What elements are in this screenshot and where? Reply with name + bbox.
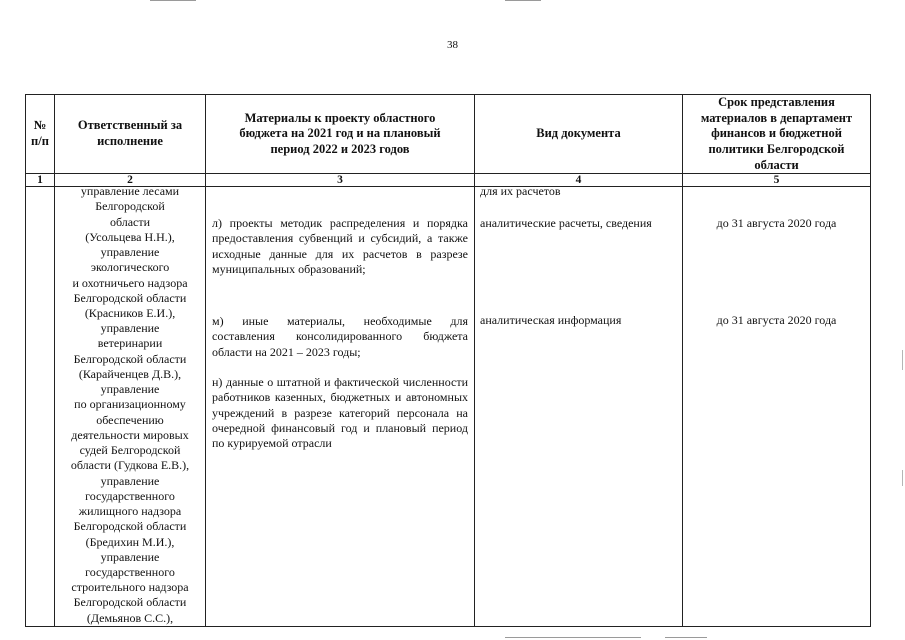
scan-mark-top-left bbox=[150, 0, 196, 1]
responsible-line: управление bbox=[100, 473, 160, 488]
header-deadline: Срок представления материалов в департамент финансов и бюджетной политики Белгородской области bbox=[683, 95, 871, 174]
header-doc-type: Вид документа bbox=[475, 95, 683, 174]
table-row bbox=[26, 187, 871, 627]
responsible-line: (Красников Е.И.), bbox=[84, 306, 176, 320]
responsible-line: (Усольцева Н.Н.), bbox=[85, 229, 175, 244]
responsible-line: обеспечению bbox=[96, 412, 164, 427]
scan-mark-bottom-right bbox=[665, 637, 707, 638]
responsible-line: Белгородской области bbox=[73, 595, 187, 610]
materials-item-n: н) данные о штатной и фактической численности работников казенных, бюджетных и автономных учреждений в разрезе категорий персонала на очередной финансовый год и плановый период по курируемой отрасли bbox=[212, 375, 468, 451]
row-num-cell bbox=[26, 187, 55, 627]
responsible-line: (Бредихин М.И.), bbox=[85, 534, 175, 549]
doc-type-item-m: аналитическая информация bbox=[480, 313, 622, 328]
responsible-line: ветеринарии bbox=[97, 336, 163, 351]
responsible-line: управление bbox=[100, 321, 160, 336]
budget-materials-table bbox=[25, 94, 871, 627]
column-number-4: 4 bbox=[475, 174, 683, 187]
column-number-2: 2 bbox=[55, 174, 206, 187]
responsible-line: судей Белгородской bbox=[79, 443, 181, 458]
responsible-line: области bbox=[109, 214, 151, 229]
column-number-3: 3 bbox=[206, 174, 475, 187]
table-header-row bbox=[26, 95, 871, 174]
header-num: № п/п bbox=[26, 95, 55, 174]
responsible-line: (Карайченцев Д.В.), bbox=[78, 366, 182, 381]
responsible-cell bbox=[55, 184, 206, 627]
scan-mark-right-edge-1 bbox=[902, 350, 903, 370]
responsible-line: и охотничьего надзора bbox=[72, 275, 188, 290]
deadline-item-l: до 31 августа 2020 года bbox=[716, 216, 837, 231]
responsible-line: экологического bbox=[90, 260, 170, 275]
responsible-line: Белгородской bbox=[95, 199, 165, 214]
responsible-line: Белгородской области bbox=[73, 290, 187, 305]
header-materials: Материалы к проекту областного бюджета на 2021 год и на плановый период 2022 и 2023 годов bbox=[206, 95, 475, 174]
scan-mark-top-right bbox=[505, 0, 541, 1]
column-number-5: 5 bbox=[683, 174, 871, 187]
materials-item-l: л) проекты методик распределения и порядка предоставления субвенций и субсидий, а также исходные данные для их расчетов в разрезе муниципальных образований; bbox=[212, 216, 468, 276]
responsible-line: области (Гудкова Е.В.), bbox=[70, 458, 190, 473]
responsible-line: (Демьянов С.С.), bbox=[86, 610, 174, 625]
doc-type-continuation: для их расчетов bbox=[480, 184, 561, 199]
responsible-line: управление bbox=[100, 245, 160, 260]
responsible-line: государственного bbox=[85, 488, 175, 503]
materials-cell bbox=[206, 187, 475, 627]
responsible-line: Белгородской области bbox=[73, 519, 187, 534]
deadline-cell bbox=[683, 187, 871, 627]
responsible-line: управление лесами bbox=[80, 184, 180, 199]
responsible-line: управление bbox=[100, 549, 160, 564]
responsible-line: деятельности мировых bbox=[71, 427, 189, 442]
materials-item-m: м) иные материалы, необходимые для составления консолидированного бюджета области на 2021 – 2023 годы; bbox=[212, 314, 468, 359]
column-number-1: 1 bbox=[26, 174, 55, 187]
doc-type-cell bbox=[475, 184, 683, 627]
responsible-line: государственного bbox=[85, 564, 175, 579]
responsible-line: жилищного надзора bbox=[78, 504, 182, 519]
header-responsible: Ответственный за исполнение bbox=[55, 95, 206, 174]
scan-mark-bottom-left bbox=[505, 637, 641, 638]
scan-mark-right-edge-2 bbox=[902, 470, 903, 486]
doc-type-item-l: аналитические расчеты, сведения bbox=[480, 216, 652, 231]
page-number: 38 bbox=[447, 39, 458, 51]
responsible-line: Белгородской области bbox=[73, 351, 187, 366]
responsible-line: по организационному bbox=[74, 397, 186, 412]
deadline-item-m: до 31 августа 2020 года bbox=[716, 313, 837, 328]
responsible-list bbox=[57, 184, 203, 626]
responsible-line: строительного надзора bbox=[71, 580, 189, 595]
responsible-line: управление bbox=[100, 382, 160, 397]
